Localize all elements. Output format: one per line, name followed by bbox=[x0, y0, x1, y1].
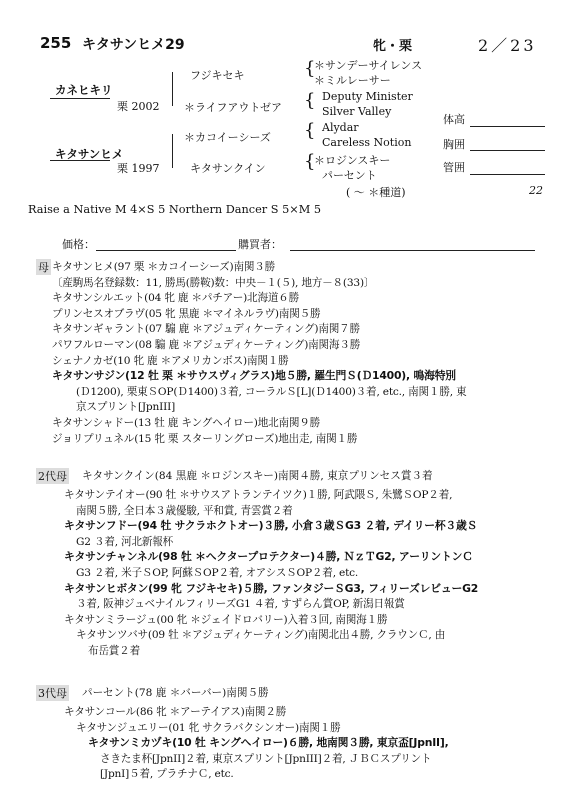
tree-line bbox=[50, 160, 110, 161]
brace: { bbox=[304, 90, 316, 111]
kind-number: 22 bbox=[529, 184, 543, 197]
sire-name: カネヒキリ bbox=[55, 83, 113, 97]
height-label: 体高 bbox=[443, 113, 465, 126]
tree-line bbox=[172, 72, 173, 106]
record-line: パワフルローマン(08 騸 鹿 ＊アジュディケーティング)南関海３勝 bbox=[52, 339, 361, 351]
record-line: キタサンギャラント(07 騸 鹿 ＊アジュディケーティング)南関７勝 bbox=[52, 323, 360, 336]
chest-field[interactable] bbox=[470, 150, 545, 151]
date: 2／23 bbox=[478, 36, 537, 55]
sire-color-year: 栗 2002 bbox=[117, 100, 160, 113]
record-line: 南関５勝, 全日本３歳優駿, 平和賞, 青雲賞２着 bbox=[76, 504, 293, 517]
g3-ancestor: パーセント bbox=[322, 169, 377, 182]
record-line: 京スプリント[JpnIII] bbox=[76, 401, 176, 414]
brace: { bbox=[304, 58, 316, 79]
record-line: キタサンミラージュ(00 牝 ＊ジェイドロバリー)入着３回, 南関海１勝 bbox=[64, 613, 388, 626]
record-line: [JpnI]５着, プラチナＣ, etc. bbox=[100, 768, 234, 781]
record-line: キタサンシャドー(13 牡 鹿 キングヘイロー)地北南関９勝 bbox=[52, 417, 321, 429]
dam-sire: ＊カコイーシーズ bbox=[184, 131, 271, 144]
record-line: (Ｄ1200), 栗東ＳOP(Ｄ1400)３着, コーラルＳ[L](Ｄ1400)３着, etc., 南関１勝, 東 bbox=[76, 385, 467, 398]
notable-offspring-line: キタサンミカヅキ(10 牡 キングヘイロー)６勝, 地南関３勝, 東京盃[JpnII], bbox=[88, 736, 449, 750]
g3-ancestor: ＊ミルレーサー bbox=[314, 74, 391, 87]
record-line: シェナノカゼ(10 牝 鹿 ＊アメリカンボス)南関１勝 bbox=[52, 354, 289, 367]
price-field[interactable] bbox=[96, 250, 236, 251]
sire-dam: ＊ライフアウトゼア bbox=[184, 101, 283, 114]
tree-line bbox=[172, 134, 173, 168]
record-line: G2 ３着, 河北新報杯 bbox=[76, 535, 174, 548]
record-line: ３着, 阪神ジュベナイルフィリーズG1 ４着, すずらん賞OP, 新潟日報賞 bbox=[76, 598, 405, 611]
record-line: 〔産駒馬名登録数：11, 勝馬(勝鞍)数：中央－１(５), 地方－８(33)〕 bbox=[52, 276, 375, 289]
tree-line bbox=[50, 98, 110, 99]
section-tag: 母 bbox=[38, 261, 49, 274]
dam-dam: キタサンクイン bbox=[190, 162, 266, 175]
section-tag: 2代母 bbox=[38, 470, 67, 483]
g3-ancestor: Alydar bbox=[322, 121, 359, 134]
dam-name: キタサンヒメ bbox=[55, 147, 124, 161]
notable-offspring-line: キタサンチャンネル(98 牡 ＊ヘクタープロテクター)４勝, ＮｚＴG2, アーリントンＣ bbox=[64, 550, 473, 564]
record-line: ジョリプリュネル(15 牝 栗 スターリングローズ)地出走, 南関１勝 bbox=[52, 432, 358, 445]
notable-offspring-line: キタサンサジン(12 牡 栗 ＊サウスヴィグラス)地５勝, 羅生門Ｓ(Ｄ1400), 鳴海特別 bbox=[52, 369, 456, 383]
height-field[interactable] bbox=[470, 126, 545, 127]
dam-color-year: 栗 1997 bbox=[117, 162, 160, 175]
notable-offspring-line: キタサンヒボタン(99 牝 フジキセキ)５勝, ファンタジーＳG3, フィリーズレビューG2 bbox=[64, 581, 479, 595]
record-line: キタサンコール(86 牝 ＊アーテイアス)南関２勝 bbox=[64, 706, 287, 718]
price-label: 価格： bbox=[62, 238, 95, 251]
g3-ancestor: Careless Notion bbox=[322, 136, 412, 149]
section-tag: 3代母 bbox=[38, 687, 67, 700]
chest-label: 胸囲 bbox=[443, 138, 465, 151]
record-line: キタサンツバサ(09 牡 ＊アジュディケーティング)南関北出４勝, クラウンＣ, 由 bbox=[76, 629, 446, 642]
record-line: さきたま杯[JpnII]２着, 東京スプリント[JpnIII]２着, ＪＢＣスプリント bbox=[100, 752, 432, 765]
cannon-label: 管囲 bbox=[443, 161, 465, 174]
sex-color: 牝・栗 bbox=[373, 39, 413, 54]
record-line: 布岳賞２着 bbox=[88, 645, 140, 657]
notable-offspring-line: キタサンフドー(94 牡 サクラホクトオー)３勝, 小倉３歳ＳG3 ２着, デイリー杯３歳Ｓ bbox=[64, 519, 478, 533]
g3-ancestor: ＊ロジンスキー bbox=[314, 154, 391, 167]
g3-ancestor: Deputy Minister bbox=[322, 90, 413, 103]
g3-ancestor: Silver Valley bbox=[322, 105, 392, 118]
brace: { bbox=[304, 151, 316, 172]
cannon-field[interactable] bbox=[470, 174, 545, 175]
sire-sire: フジキセキ bbox=[190, 69, 245, 82]
record-line: キタサンシルエット(04 牝 鹿 ＊パチアー)北海道６勝 bbox=[52, 292, 300, 305]
record-line: プリンセスオブラヴ(05 牝 黒鹿 ＊マイネルラヴ)南関５勝 bbox=[52, 307, 321, 320]
record-line: G3 ２着, 米子ＳOP, 阿蘇ＳOP２着, オアシスＳOP２着, etc. bbox=[76, 567, 359, 579]
inbreeding: Raise a Native M 4×S 5 Northern Dancer S 5×M 5 bbox=[28, 203, 322, 216]
buyer-field[interactable] bbox=[290, 250, 535, 251]
record-line: キタサンジュエリー(01 牝 サクラバクシンオー)南関１勝 bbox=[76, 721, 341, 734]
buyer-label: 購買者： bbox=[238, 238, 282, 251]
second-dam-header: キタサンクイン(84 黒鹿 ＊ロジンスキー)南関４勝, 東京プリンセス賞３着 bbox=[82, 470, 433, 482]
horse-name: キタサンヒメ29 bbox=[82, 37, 185, 53]
lot-number: 255 bbox=[40, 34, 72, 52]
third-dam-header: パーセント(78 鹿 ＊バーバー)南関５勝 bbox=[82, 687, 269, 699]
g3-ancestor: ＊サンデーサイレンス bbox=[314, 59, 423, 72]
record-line: キタサンヒメ(97 栗 ＊カコイーシーズ)南関３勝 bbox=[52, 261, 276, 273]
brace: { bbox=[304, 120, 316, 141]
kind-note: ( ～ ＊種道) bbox=[346, 186, 406, 199]
record-line: キタサンテイオー(90 牡 ＊サウスアトランテイツク)１勝, 阿武隈Ｓ, 朱鷺ＳOP２着, bbox=[64, 489, 453, 501]
